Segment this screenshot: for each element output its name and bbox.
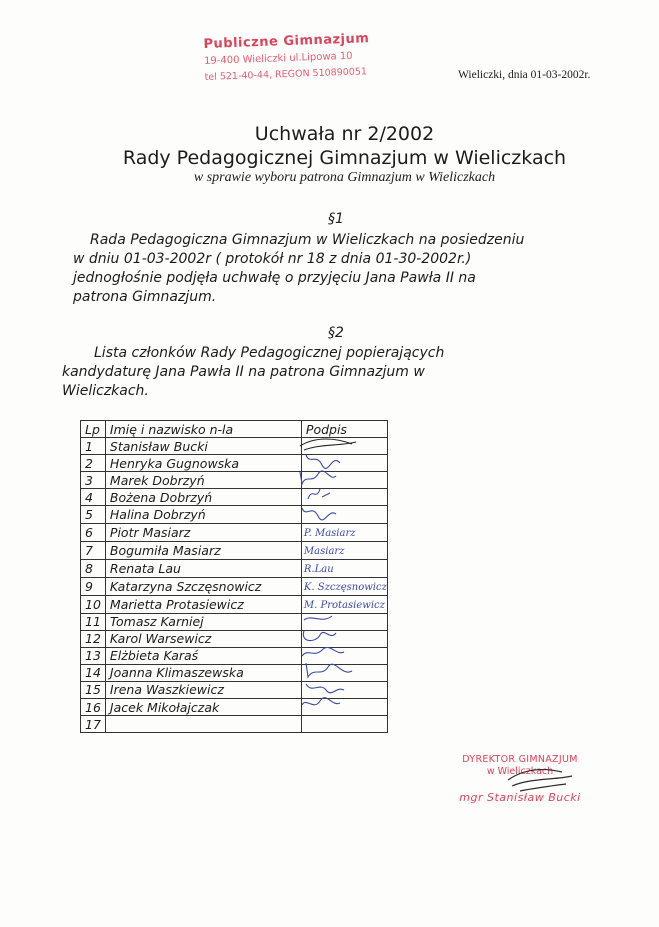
signature-scribble (296, 695, 366, 717)
director-title: DYREKTOR GIMNAZJUM (462, 754, 578, 765)
table-row (81, 577, 388, 595)
row-name (105, 716, 301, 733)
signature-text: M. Protasiewicz (303, 599, 385, 611)
stamp-line-1: Publiczne Gimnazjum (203, 31, 370, 52)
section-2-mark: §2 (328, 325, 344, 341)
school-stamp (203, 31, 375, 83)
row-lp: 3 (81, 472, 106, 489)
resolution-number: Uchwała nr 2/2002 (254, 123, 435, 145)
table-row (81, 523, 388, 541)
row-lp: 8 (81, 559, 106, 577)
row-lp: 16 (81, 699, 106, 716)
resolution-subject: w sprawie wyboru patrona Gimnazjum w Wieliczkach (193, 170, 496, 185)
table-row (81, 559, 388, 577)
row-name: Renata Lau (105, 559, 301, 577)
section-1-text: Rada Pedagogiczna Gimnazjum w Wieliczkach na posiedzeniu w dniu 01-03-2002r ( protokół nr 18 z dnia 01-30-2002r.) jednogłośnie podjęła uchwałę o przyjęciu Jana Pawła II na patrona Gimnazjum. (73, 232, 525, 305)
row-name: Katarzyna Szczęsnowicz (105, 577, 301, 595)
signature-table (80, 420, 388, 733)
stamp-line-3: tel 521-40-44, REGON 510890051 (204, 66, 368, 83)
row-signature (301, 559, 387, 577)
row-name: Halina Dobrzyń (105, 506, 301, 523)
row-name: Piotr Masiarz (105, 523, 301, 541)
row-name: Tomasz Karniej (105, 613, 301, 630)
row-lp: 1 (81, 438, 106, 455)
row-lp: 15 (81, 681, 106, 698)
row-lp: 11 (81, 613, 106, 630)
row-lp: 13 (81, 647, 106, 664)
row-name: Jacek Mikołajczak (105, 699, 301, 716)
signature-text: R.Lau (303, 563, 334, 575)
table-row (81, 699, 388, 716)
row-name: Karol Warsewicz (105, 630, 301, 647)
row-name: Stanisław Bucki (105, 438, 301, 455)
table-row (81, 506, 388, 523)
header-lp: Lp (81, 421, 106, 438)
table-row (81, 541, 388, 559)
stamp-line-2: 19-400 Wieliczki ul.Lipowa 10 (203, 50, 353, 67)
row-signature (301, 716, 387, 733)
header-signature: Podpis (301, 421, 387, 438)
row-lp: 10 (81, 595, 106, 613)
row-lp: 7 (81, 541, 106, 559)
row-name: Marek Dobrzyń (105, 472, 301, 489)
row-signature (301, 699, 387, 716)
row-lp: 9 (81, 577, 106, 595)
row-name: Elżbieta Karaś (105, 647, 301, 664)
row-name: Irena Waszkiewicz (105, 681, 301, 698)
section-1-mark: §1 (328, 211, 344, 227)
row-signature (301, 541, 387, 559)
director-name: mgr Stanisław Bucki (459, 791, 581, 804)
row-name: Marietta Protasiewicz (105, 595, 301, 613)
signature-text: K. Szczęsnowicz (303, 581, 387, 593)
row-name: Bożena Dobrzyń (105, 489, 301, 506)
row-name: Joanna Klimaszewska (105, 664, 301, 681)
signature-text: P. Masiarz (303, 527, 356, 539)
row-lp: 2 (81, 455, 106, 472)
row-lp: 6 (81, 523, 106, 541)
row-name: Bogumiła Masiarz (105, 541, 301, 559)
title-block (0, 123, 659, 186)
director-school: w Wieliczkach (486, 766, 554, 777)
row-lp: 14 (81, 664, 106, 681)
header-name: Imię i nazwisko n-la (105, 421, 301, 438)
row-name: Henryka Gugnowska (105, 455, 301, 472)
table-row (81, 716, 388, 733)
row-lp: 12 (81, 630, 106, 647)
row-lp: 17 (81, 716, 106, 733)
document-date: Wieliczki, dnia 01-03-2002r. (458, 69, 591, 81)
signature-text: Masiarz (303, 545, 345, 557)
row-signature (301, 523, 387, 541)
resolution-issuer: Rady Pedagogicznej Gimnazjum w Wieliczkach (122, 147, 567, 169)
signature-scribble (296, 502, 366, 524)
director-signature (500, 758, 580, 798)
row-signature (301, 577, 387, 595)
row-signature (301, 506, 387, 523)
row-lp: 5 (81, 506, 106, 523)
row-lp: 4 (81, 489, 106, 506)
section-2-text: Lista członków Rady Pedagogicznej popierających kandydaturę Jana Pawła II na patrona Gimnazjum w Wieliczkach. (62, 345, 445, 399)
